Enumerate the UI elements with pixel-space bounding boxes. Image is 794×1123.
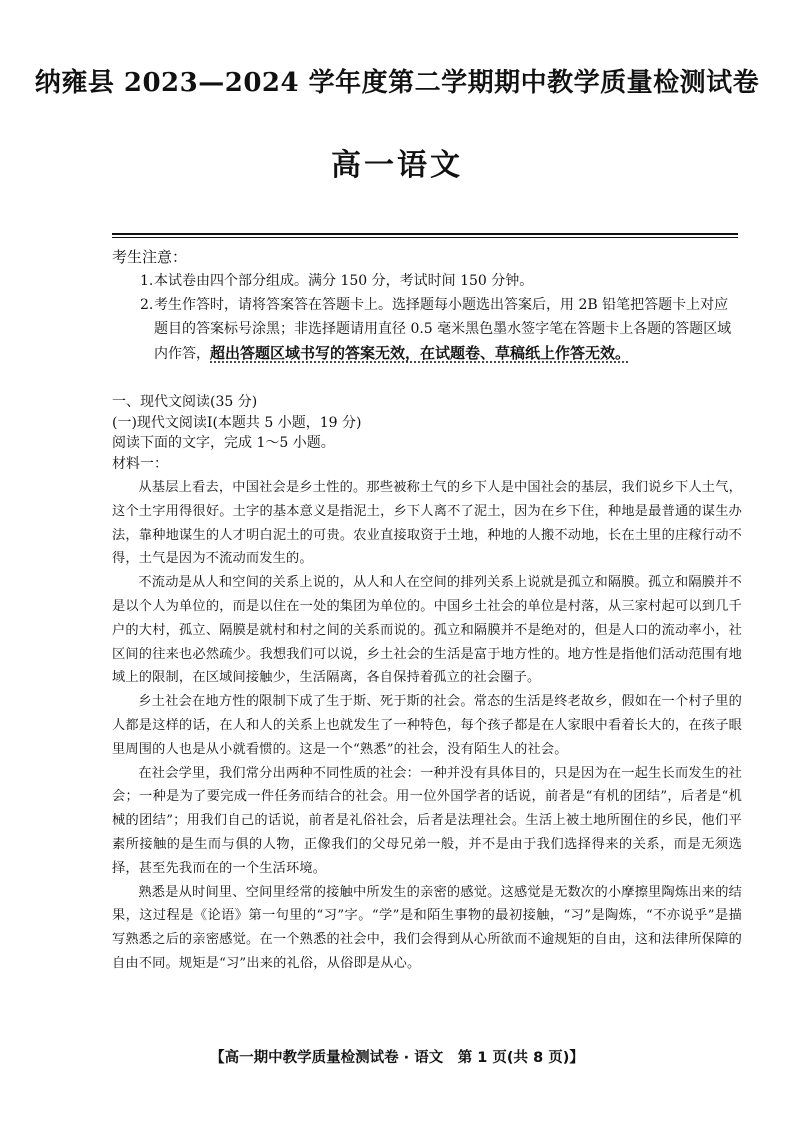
candidate-notice: [112, 245, 738, 366]
header-divider-thin: [112, 237, 738, 238]
notice-item-text: 考生作答时，请将答案答在答题卡上。选择题每小题选出答案后，用 2B 铅笔把答题卡上对应题目的答案标号涂黑；非选择题请用直径 0.5 毫米黑色墨水签字笔在答题卡上各题的答题区域内作答，: [154, 297, 732, 362]
exam-title: 纳雍县 2023—2024 学年度第二学期期中教学质量检测试卷: [34, 68, 760, 98]
subject-title: 高一语文: [331, 148, 463, 183]
notice-item-number: 2.: [140, 297, 154, 313]
reading-instruction: 阅读下面的文字，完成 1～5 小题。: [112, 435, 335, 451]
article-paragraph-1: 从基层上看去，中国社会是乡土性的。那些被称土气的乡下人是中国社会的基层，我们说乡下人土气，这个土字用得很好。土字的基本意义是指泥土，乡下人离不了泥土，因为在乡下住，种地是最普通的谋生办法，靠种地谋生的人才明白泥土的可贵。农业直接取资于土地，种地的人搬不动地，长在土里的庄稼行动不得，土气是因为不流动而发生的。: [112, 480, 742, 567]
article-paragraph-4: 在社会学里，我们常分出两种不同性质的社会：一种并没有具体目的，只是因为在一起生长而发生的社会；一种是为了要完成一件任务而结合的社会。用一位外国学者的话说，前者是“有机的团结”，后者是“机械的团结”；用我们自己的话说，前者是礼俗社会，后者是法理社会。生活上被土地所囿住的乡民，他们平素所接触的是生而与俱的人物，正像我们的父母兄弟一般，并不是由于我们选择得来的关系，而是无须选择，甚至先我而在的一个生活环境。: [112, 765, 742, 876]
notice-item-text: 本试卷由四个部分组成。满分 150 分，考试时间 150 分钟。: [154, 273, 534, 289]
reading-material: [112, 476, 742, 976]
section-title: 一、现代文阅读(35 分): [112, 394, 258, 410]
material-label: 材料一：: [112, 455, 168, 472]
subsection-title: (一)现代文阅读Ⅰ(本题共 5 小题，19 分): [112, 414, 362, 431]
article-paragraph-3: 乡土社会在地方性的限制下成了生于斯、死于斯的社会。常态的生活是终老故乡，假如在一个村子里的人都是这样的话，在人和人的关系上也就发生了一种特色，每个孩子都是在人家眼中看着长大的，在孩子眼里周围的人也是从小就看惯的。这是一个“熟悉”的社会，没有陌生人的社会。: [112, 694, 742, 757]
header-divider-thick: [112, 233, 738, 235]
notice-emphasis-text: 超出答题区域书写的答案无效，在试题卷、草稿纸上作答无效。: [210, 344, 631, 362]
notice-item-number: 1.: [140, 273, 154, 289]
notice-item-2: [112, 293, 738, 366]
notice-item-text-block: [142, 293, 734, 366]
article-paragraph-2: 不流动是从人和空间的关系上说的，从人和人在空间的排列关系上说就是孤立和隔膜。孤立和隔膜并不是以个人为单位的，而是以住在一处的集团为单位的。中国乡土社会的单位是村落，从三家村起可以到几千户的大村，孤立、隔膜是就村和村之间的关系而说的。孤立和隔膜并不是绝对的，但是人口的流动率小，社区间的往来也必然疏少。我想我们可以说，乡土社会的生活是富于地方性的。地方性是指他们活动范围有地域上的限制，在区域间接触少，生活隔离，各自保持着孤立的社会圈子。: [112, 575, 742, 686]
notice-item-1: [112, 269, 738, 293]
page-footer: 【高一期中教学质量检测试卷 · 语文 第 1 页(共 8 页)】: [210, 1050, 584, 1066]
section-header: [112, 392, 742, 474]
article-paragraph-5: 熟悉是从时间里、空间里经常的接触中所发生的亲密的感觉。这感觉是无数次的小摩擦里陶炼出来的结果，这过程是《论语》第一句里的“习”字。“学”是和陌生事物的最初接触，“习”是陶炼，“不亦说乎”是描写熟悉之后的亲密感觉。在一个熟悉的社会中，我们会得到从心所欲而不逾规矩的自由，这和法律所保障的自由不同。规矩是“习”出来的礼俗，从俗即是从心。: [112, 884, 742, 971]
notice-heading: 考生注意：: [112, 248, 188, 266]
